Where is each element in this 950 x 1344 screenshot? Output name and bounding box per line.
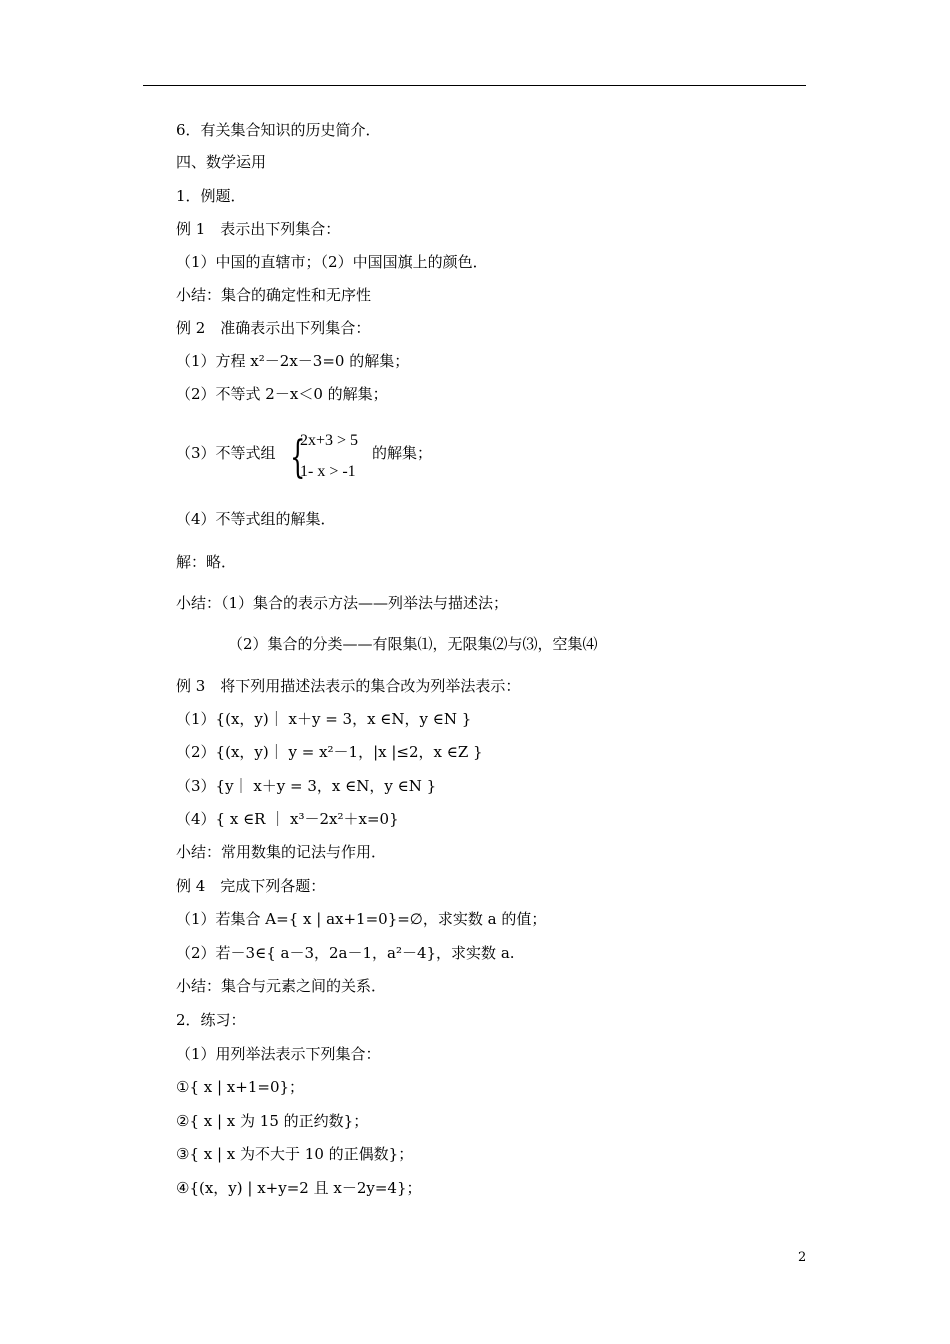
text-line: 2．练习： (176, 1011, 246, 1029)
text-line: 例 1 表示出下列集合： (176, 220, 341, 238)
text-line: 小结：（1）集合的表示方法——列举法与描述法； (176, 594, 509, 612)
text-line: 四、数学运用 (176, 153, 267, 171)
text-line: （3）{y｜ x＋y = 3，x ∈N，y ∈N } (176, 777, 437, 795)
page-number: 2 (798, 1250, 807, 1265)
text-line: 例 4 完成下列各题： (176, 877, 326, 895)
system-row-2: 1- x > -1 (300, 463, 356, 480)
text-line: 例 3 将下列用描述法表示的集合改为列举法表示： (176, 677, 521, 695)
system-tail: 的解集； (372, 444, 433, 462)
text-line: ①{ x | x+1=0}； (176, 1078, 305, 1096)
text-line: （2）不等式 2－x＜0 的解集； (176, 385, 388, 403)
text-line: ③{ x | x 为不大于 10 的正偶数}； (176, 1145, 414, 1163)
text-line: （4）{ x ∈R ｜ x³－2x²＋x=0} (176, 810, 399, 828)
text-line: （1）{(x，y)｜ x＋y = 3，x ∈N，y ∈N } (176, 710, 472, 728)
text-line: 例 2 准确表示出下列集合： (176, 319, 371, 337)
text-line: （2）若－3∈{ a－3，2a－1，a²－4}，求实数 a. (176, 944, 515, 962)
text-line: （1）方程 x²－2x－3=0 的解集； (176, 352, 410, 370)
system-label: （3）不等式组 (176, 444, 276, 462)
text-line: 小结：常用数集的记法与作用． (176, 843, 387, 861)
header-rule (143, 85, 806, 86)
text-line: （1）若集合 A={ x | ax+1=0}=∅，求实数 a 的值； (176, 910, 547, 928)
system-row-1: 2x+3 > 5 (300, 432, 359, 449)
text-line: 6．有关集合知识的历史简介． (176, 121, 381, 139)
text-line: 1．例题． (176, 187, 246, 205)
text-line: 小结：集合与元素之间的关系． (176, 977, 387, 995)
text-line: ②{ x | x 为 15 的正约数}； (176, 1112, 369, 1130)
text-line: （1）中国的直辖市；（2）中国国旗上的颜色． (176, 253, 488, 271)
text-line: 小结：集合的确定性和无序性 (176, 286, 372, 304)
text-line: ④{(x，y) | x+y=2 且 x－2y=4}； (176, 1179, 422, 1197)
text-line: （2）{(x，y)｜ y = x²－1，|x |≤2，x ∈Z } (176, 743, 483, 761)
text-line: （4）不等式组的解集． (176, 510, 336, 528)
text-line: （1）用列举法表示下列集合： (176, 1045, 381, 1063)
left-brace-symbol: { (290, 432, 306, 483)
text-line: 解：略． (176, 553, 237, 571)
text-line: （2）集合的分类——有限集⑴，无限集⑵与⑶，空集⑷ (228, 635, 598, 653)
